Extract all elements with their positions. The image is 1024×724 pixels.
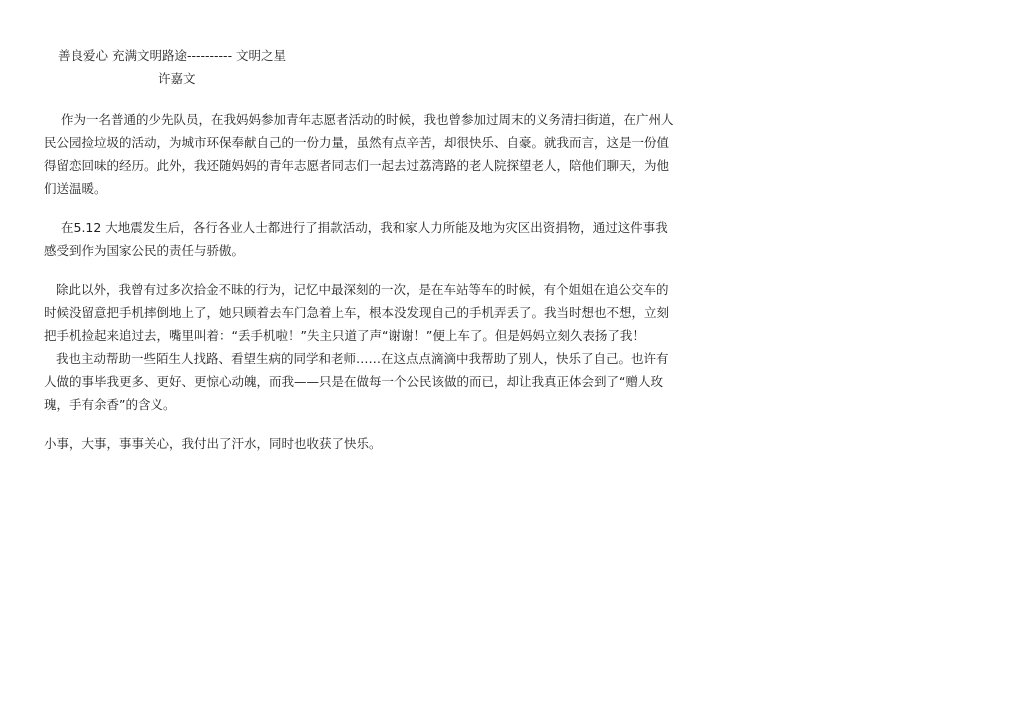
document-title: 善良爱心 充满文明路途---------- 文明之星 bbox=[58, 48, 287, 63]
document-body bbox=[44, 108, 676, 455]
paragraph-returned-phone: 除此以外，我曾有过多次拾金不昧的行为，记忆中最深刻的一次，是在车站等车的时候，有个姐姐在追公交车的时候没留意把手机摔倒地上了，她只顾着去车门急着上车，根本没发现自己的手机弄丢了。我当时想也不想，立刻把手机捡起来追过去，嘴里叫着：“丢手机啦！”失主只道了声“谢谢！”便上车了。但是妈妈立刻久表扬了我！ bbox=[44, 282, 670, 343]
paragraph-volunteer: 作为一名普通的少先队员，在我妈妈参加青年志愿者活动的时候，我也曾参加过周末的义务清扫街道，在广州人民公园捡垃圾的活动，为城市环保奉献自己的一份力量，虽然有点辛苦，却很快乐、自豪。就我而言，这是一份值得留恋回味的经历。此外，我还随妈妈的青年志愿者同志们一起去过荔湾路的老人院探望老人，陪他们聊天，为他们送温暖。 bbox=[44, 112, 674, 196]
paragraph-helping-others: 我也主动帮助一些陌生人找路、看望生病的同学和老师……在这点点滴滴中我帮助了别人，快乐了自己。也许有人做的事毕我更多、更好、更惊心动魄，而我——只是在做每一个公民该做的而已，却让我真正体会到了“赠人玫瑰，手有余香”的含义。 bbox=[44, 351, 669, 412]
document-author: 许嘉文 bbox=[158, 71, 196, 86]
paragraph-earthquake-donation: 在5.12 大地震发生后，各行各业人士都进行了捐款活动，我和家人力所能及地为灾区出资捐物，通过这件事我感受到作为国家公民的责任与骄傲。 bbox=[44, 220, 668, 258]
paragraph-conclusion: 小事，大事，事事关心，我付出了汗水，同时也收获了快乐。 bbox=[44, 436, 382, 451]
